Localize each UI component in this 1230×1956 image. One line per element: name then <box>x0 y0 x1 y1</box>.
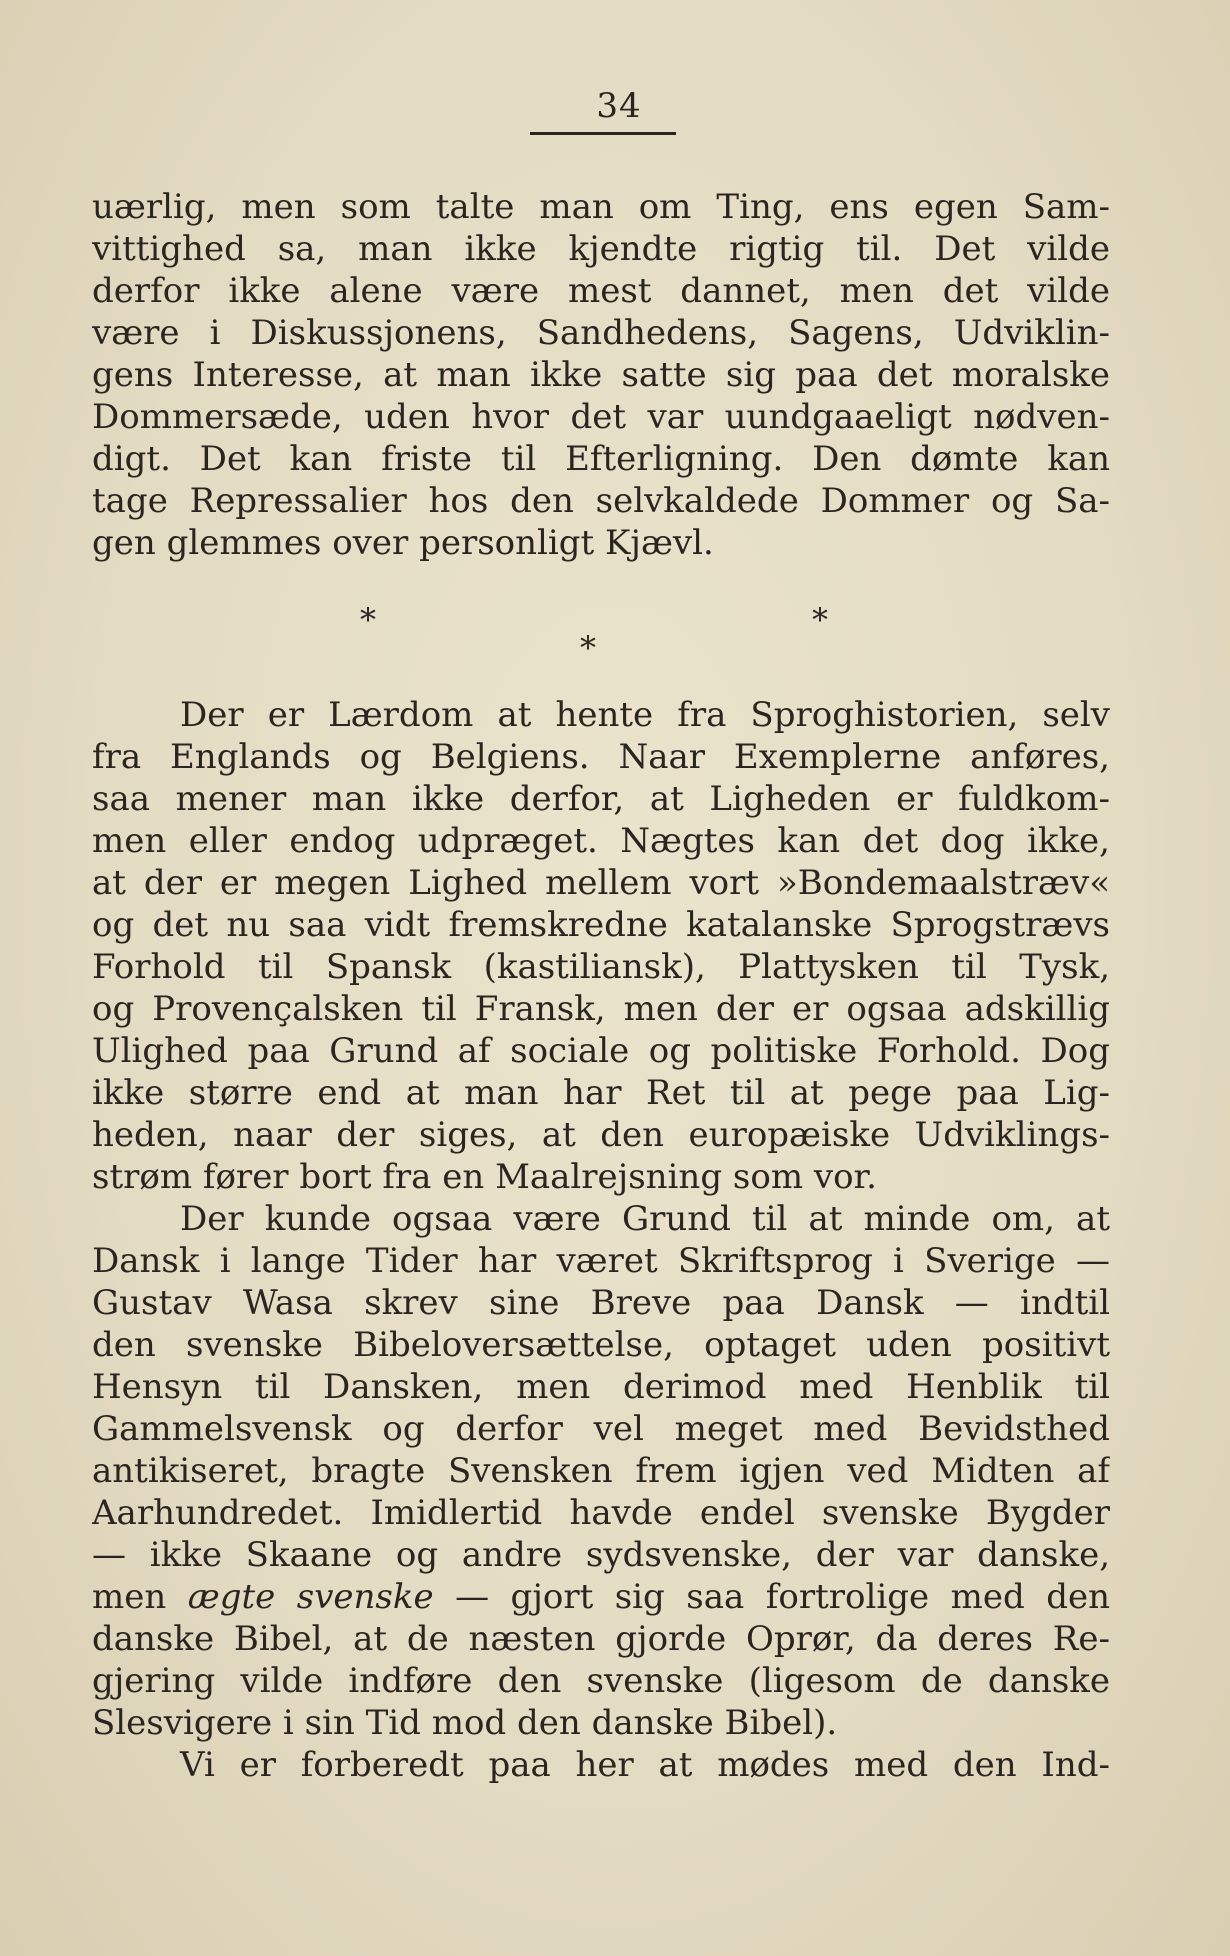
text-line: den svenske Bibeloversættelse, optaget uden positivt <box>92 1325 1110 1365</box>
page-number: 34 <box>596 86 642 126</box>
text-line: derfor ikke alene være mest dannet, men det vilde <box>92 271 1110 311</box>
text-line: Slesvigere i sin Tid mod den danske Bibel). <box>92 1703 838 1743</box>
text-line: ikke større end at man har Ret til at pege paa Lig- <box>92 1073 1110 1113</box>
text-line: Gammelsvensk og derfor vel meget med Bevidsthed <box>92 1409 1110 1449</box>
text-line: Vi er forberedt paa her at mødes med den Ind- <box>180 1745 1110 1785</box>
text-fragment: men <box>92 1577 188 1617</box>
text-line: Aarhundredet. Imidlertid havde endel svenske Bygder <box>92 1493 1110 1533</box>
text-line: og det nu saa vidt fremskredne katalanske Sprogstrævs <box>92 905 1110 945</box>
text-line: Hensyn til Dansken, men derimod med Henblik til <box>92 1367 1110 1407</box>
text-line: Gustav Wasa skrev sine Breve paa Dansk — indtil <box>92 1283 1110 1323</box>
text-line: heden, naar der siges, at den europæiske Udviklings- <box>92 1115 1110 1155</box>
text-line: gjering vilde indføre den svenske (ligesom de danske <box>92 1661 1110 1701</box>
text-line: vittighed sa, man ikke kjendte rigtig til. Det vilde <box>92 229 1110 269</box>
text-line: Dommersæde, uden hvor det var uundgaaeligt nødven- <box>92 397 1110 437</box>
text-line: uærlig, men som talte man om Ting, ens egen Sam- <box>92 187 1110 227</box>
text-line: Dansk i lange Tider har været Skriftsprog i Sverige — <box>92 1241 1110 1281</box>
text-line: digt. Det kan friste til Efterligning. Den dømte kan <box>92 439 1110 479</box>
paragraph-1 <box>92 186 1110 564</box>
text-fragment: — gjort sig saa fortrolige med den <box>433 1577 1110 1617</box>
text-line: Der er Lærdom at hente fra Sproghistorien, selv <box>180 695 1110 735</box>
text-line: og Provençalsken til Fransk, men der er ogsaa adskillig <box>92 989 1110 1029</box>
text-line: Ulighed paa Grund af sociale og politiske Forhold. Dog <box>92 1031 1110 1071</box>
header-rule <box>530 132 676 135</box>
text-line: gen glemmes over personligt Kjævl. <box>92 523 714 563</box>
asterisk: * <box>360 601 376 639</box>
text-line: tage Repressalier hos den selvkaldede Dommer og Sa- <box>92 481 1110 521</box>
asterisk: * <box>812 601 828 639</box>
asterisk: * <box>580 629 596 667</box>
text-line: være i Diskussjonens, Sandhedens, Sagens, Udviklin- <box>92 313 1110 353</box>
text-line: men eller endog udpræget. Nægtes kan det dog ikke, <box>92 821 1110 861</box>
text-line: Forhold til Spansk (kastiliansk), Plattysken til Tysk, <box>92 947 1110 987</box>
italic-phrase: ægte svenske <box>187 1577 434 1617</box>
text-line: — ikke Skaane og andre sydsvenske, der var danske, <box>92 1535 1110 1575</box>
text-line: Der kunde ogsaa være Grund til at minde om, at <box>180 1199 1110 1239</box>
text-line: danske Bibel, at de næsten gjorde Oprør, da deres Re- <box>92 1619 1110 1659</box>
text-line: antikiseret, bragte Svensken frem igjen ved Midten af <box>92 1451 1110 1491</box>
text-line-with-italic <box>92 1576 1110 1618</box>
paragraph-2 <box>92 694 1110 1786</box>
text-line: strøm fører bort fra en Maalrejsning som vor. <box>92 1157 877 1197</box>
text-line: gens Interesse, at man ikke satte sig paa det moralske <box>92 355 1110 395</box>
text-line: saa mener man ikke derfor, at Ligheden er fuldkom- <box>92 779 1110 819</box>
section-separator <box>92 600 1110 680</box>
text-line: fra Englands og Belgiens. Naar Exemplerne anføres, <box>92 737 1110 777</box>
text-line: at der er megen Lighed mellem vort »Bondemaalstræv« <box>92 863 1110 903</box>
